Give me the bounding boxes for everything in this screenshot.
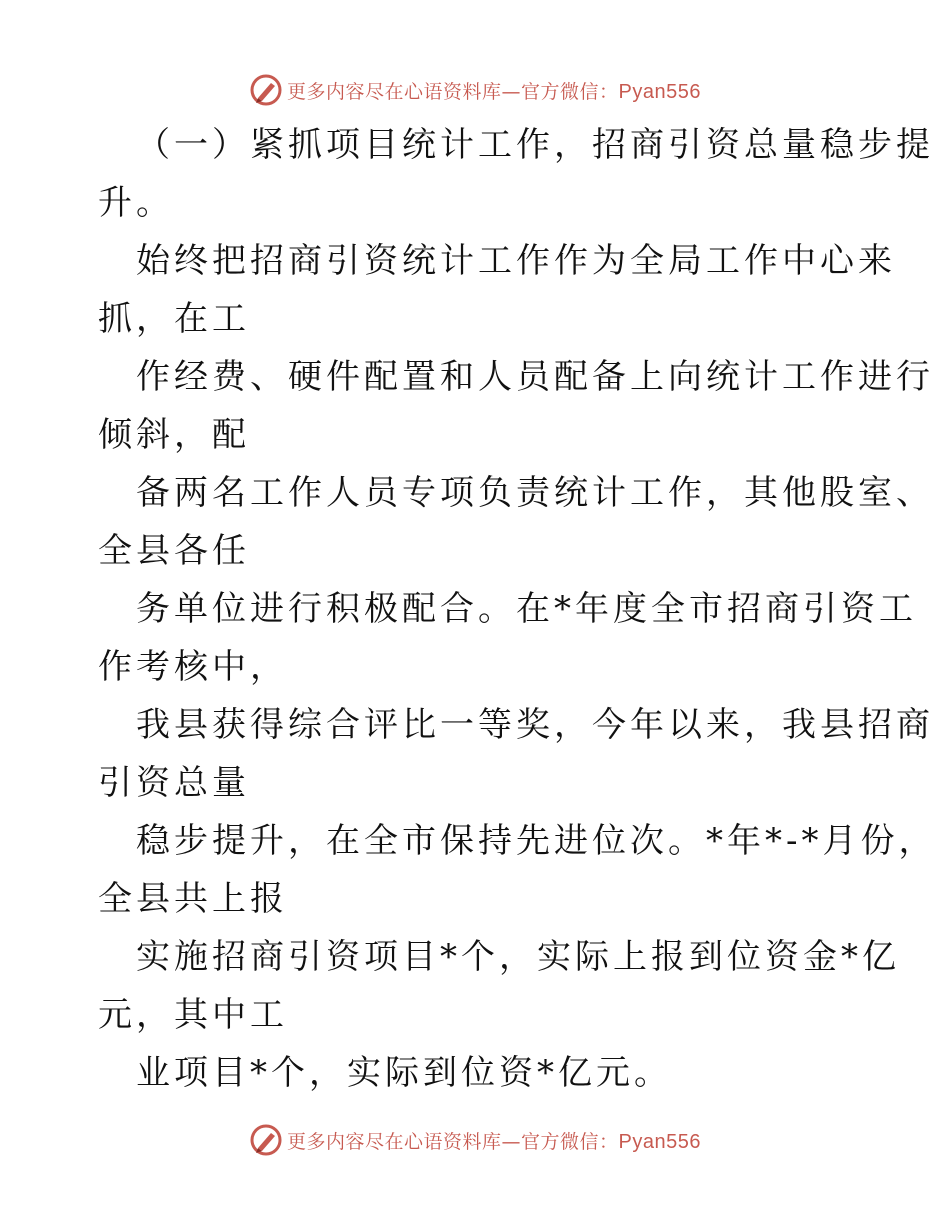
- paragraph-line: 抓，在工: [98, 299, 250, 339]
- paragraph-line: 倾斜，配: [98, 415, 250, 455]
- header-watermark: [0, 70, 950, 110]
- paragraph-line: 元，其中工: [98, 995, 288, 1035]
- paragraph-line: 我县获得综合评比一等奖，今年以来，我县招商: [136, 705, 934, 745]
- watermark-wechat-id: Pyan556: [618, 1130, 701, 1153]
- paragraph-line: 作经费、硬件配置和人员配备上向统计工作进行: [136, 357, 934, 397]
- document-body: [98, 116, 937, 1102]
- paragraph-line: 全县各任: [98, 531, 250, 571]
- paragraph-line: 实施招商引资项目*个，实际上报到位资金*亿: [136, 937, 900, 977]
- paragraph-line: （一）紧抓项目统计工作，招商引资总量稳步提: [136, 125, 934, 165]
- paragraph-line: 稳步提升，在全市保持先进位次。*年*-*月份，: [136, 821, 937, 861]
- watermark-wechat-id: Pyan556: [618, 80, 701, 103]
- paragraph-line: 备两名工作人员专项负责统计工作，其他股室、: [136, 473, 934, 513]
- paragraph-line: 始终把招商引资统计工作作为全局工作中心来: [136, 241, 896, 281]
- paragraph-line: 引资总量: [98, 763, 250, 803]
- pen-logo-icon: [249, 73, 283, 107]
- paragraph-line: 升。: [98, 183, 174, 223]
- paragraph-line: 务单位进行积极配合。在*年度全市招商引资工: [136, 589, 917, 629]
- paragraph-line: 作考核中，: [98, 647, 288, 687]
- watermark-text: 更多内容尽在心语资料库—官方微信：Pyan556: [287, 1130, 701, 1153]
- paragraph-line: 全县共上报: [98, 879, 288, 919]
- watermark-text: 更多内容尽在心语资料库—官方微信：Pyan556: [287, 80, 701, 103]
- footer-watermark: [0, 1120, 950, 1160]
- pen-logo-icon: [249, 1123, 283, 1157]
- paragraph-line: 业项目*个，实际到位资*亿元。: [136, 1053, 672, 1093]
